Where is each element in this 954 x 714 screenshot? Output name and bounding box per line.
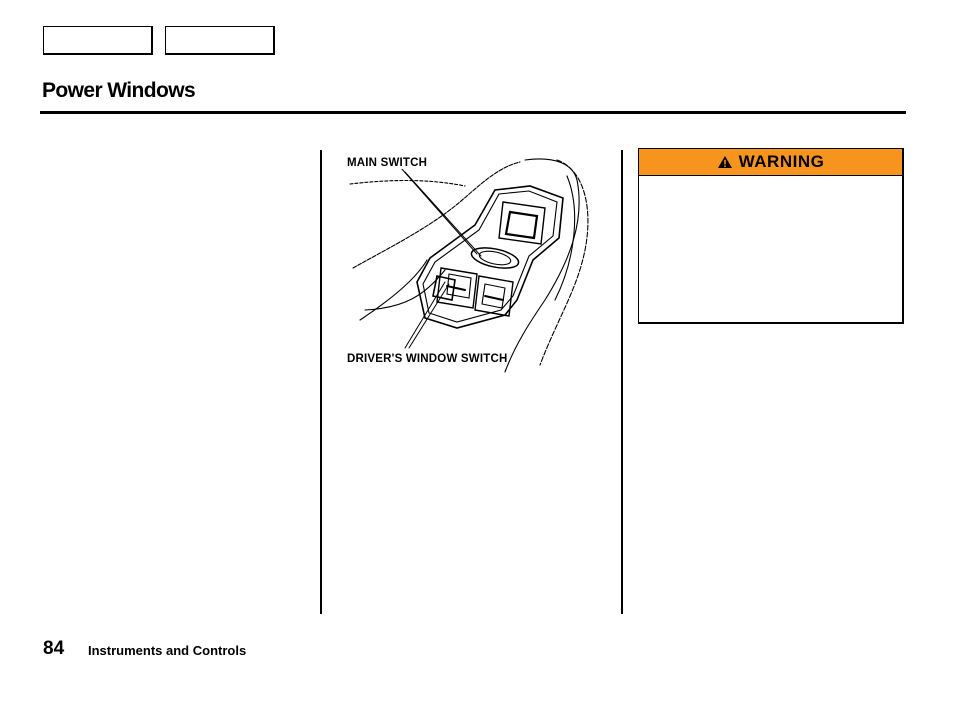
warning-header	[639, 149, 902, 176]
page-title: Power Windows	[42, 79, 196, 102]
title-rule	[40, 111, 906, 114]
section-name: Instruments and Controls	[88, 643, 247, 658]
next-page-button[interactable]	[165, 26, 275, 55]
page-number: 84	[43, 638, 65, 659]
main-switch-callout: MAIN SWITCH	[347, 157, 428, 169]
warning-label: WARNING	[738, 152, 825, 171]
column-divider-left	[320, 150, 322, 614]
warning-box	[638, 148, 904, 324]
warning-triangle-icon	[717, 155, 733, 169]
previous-page-button[interactable]	[43, 26, 153, 55]
column-divider-right	[621, 150, 623, 614]
power-window-switch-illustration	[345, 150, 605, 375]
drivers-window-switch-callout: DRIVER'S WINDOW SWITCH	[347, 353, 508, 365]
